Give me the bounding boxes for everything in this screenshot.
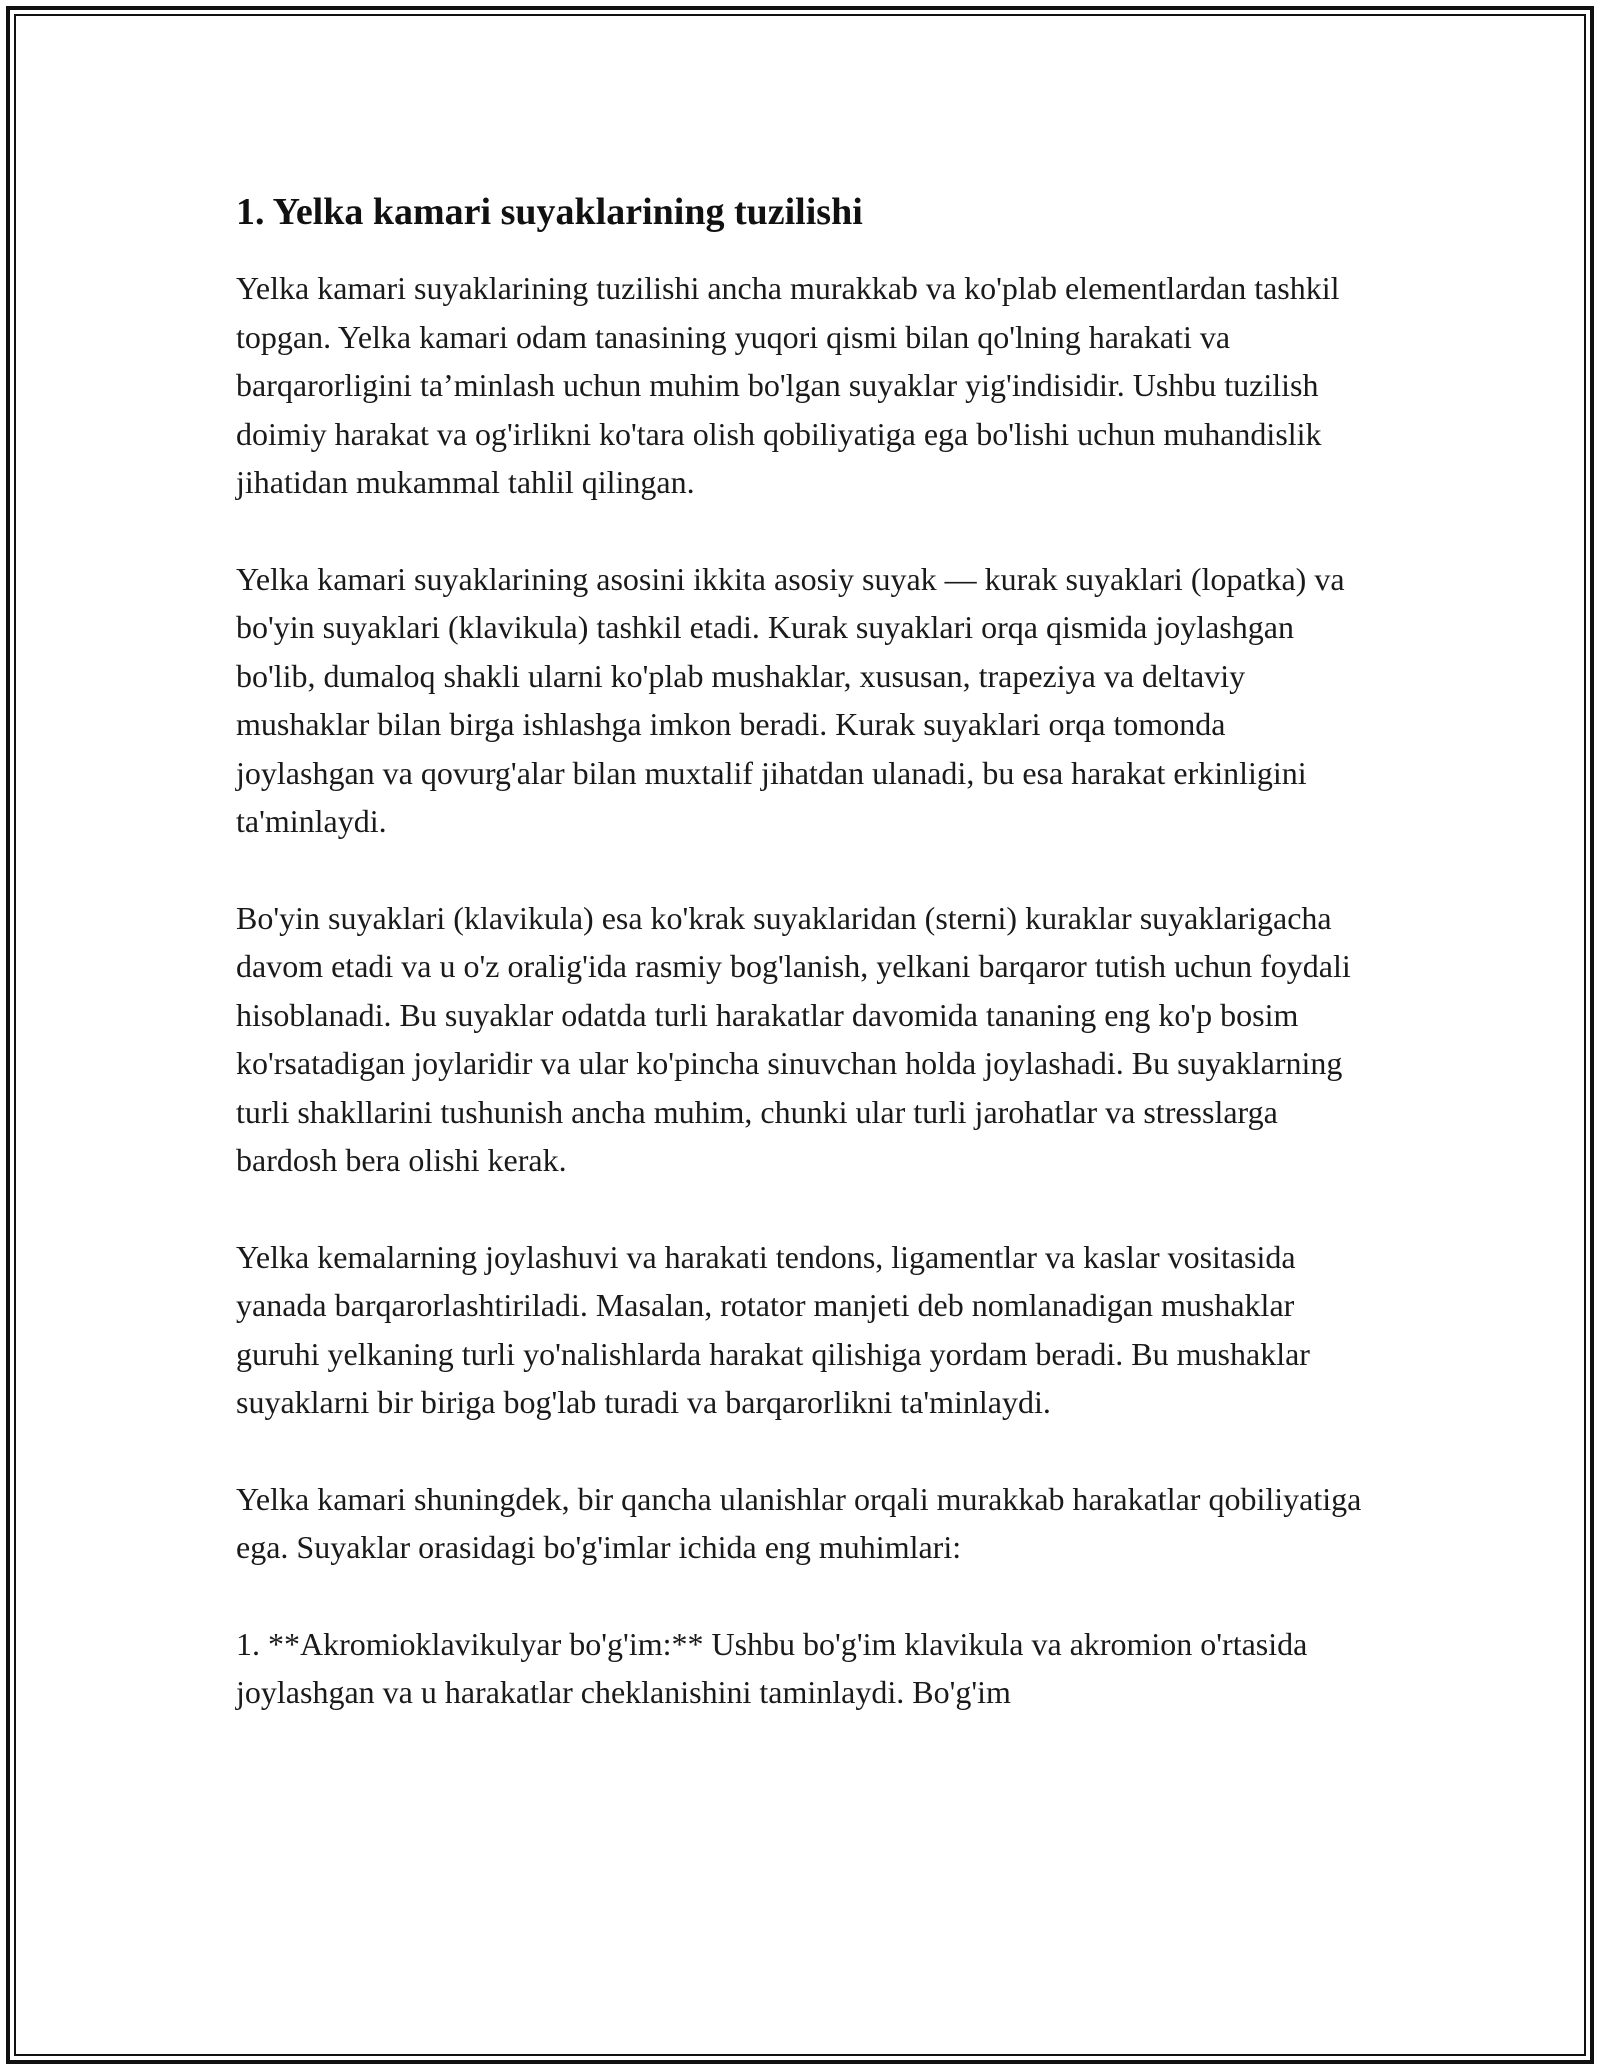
document-body [236,186,1366,1765]
paragraph-clavicle: Bo'yin suyaklari (klavikula) esa ko'krak suyaklaridan (sterni) kuraklar suyaklarigacha davom etadi va u o'z oralig'ida rasmiy bog'lanish, yelkani barqaror tutish uchun foydali hisoblanadi. Bu suyaklar odatda turli harakatlar davomida tananing eng ko'p bosim ko'rsatadigan joylaridir va ular ko'pincha sinuvchan holda joylashadi. Bu suyaklarning turli shakllarini tushunish ancha muhim, chunki ular turli jarohatlar va stresslarga bardosh bera olishi kerak. [236,899,1351,1178]
paragraph-main-bones: Yelka kamari suyaklarining asosini ikkita asosiy suyak — kurak suyaklari (lopatka) va bo'yin suyaklari (klavikula) tashkil etadi. Kurak suyaklari orqa qismida joylashgan bo'lib, dumaloq shakli ularni ko'plab mushaklar, xususan, trapeziya va deltaviy mushaklar bilan birga ishlashga imkon beradi. Kurak suyaklari orqa tomonda joylashgan va qovurg'alar bilan muxtalif jihatdan ulanadi, bu esa harakat erkinligini ta'minlaydi. [236,560,1345,839]
section-heading: 1. Yelka kamari suyaklarining tuzilishi [236,191,863,233]
paragraph-stabilization: Yelka kemalarning joylashuvi va harakati tendons, ligamentlar va kaslar vositasida yanada barqarorlashtiriladi. Masalan, rotator manjeti deb nomlanadigan mushaklar guruhi yelkaning turli yo'nalishlarda harakat qilishiga yordam beradi. Bu mushaklar suyaklarni bir biriga bog'lab turadi va barqarorlikni ta'minlaydi. [236,1238,1310,1420]
paragraph-joint-item-1: 1. **Akromioklavikulyar bo'g'im:** Ushbu bo'g'im klavikula va akromion o'rtasida joylashgan va u harakatlar cheklanishini taminlaydi. Bo'g'im [236,1625,1308,1710]
paragraph-intro: Yelka kamari suyaklarining tuzilishi ancha murakkab va ko'plab elementlardan tashkil topgan. Yelka kamari odam tanasining yuqori qismi bilan qo'lning harakati va barqarorligini ta’minlash uchun muhim bo'lgan suyaklar yig'indisidir. Ushbu tuzilish doimiy harakat va og'irlikni ko'tara olish qobiliyatiga ega bo'lishi uchun muhandislik jihatidan mukammal tahlil qilingan. [236,270,1340,500]
paragraph-joints-intro: Yelka kamari shuningdek, bir qancha ulanishlar orqali murakkab harakatlar qobiliyatiga ega. Suyaklar orasidagi bo'g'imlar ichida eng muhimlari: [236,1480,1362,1565]
